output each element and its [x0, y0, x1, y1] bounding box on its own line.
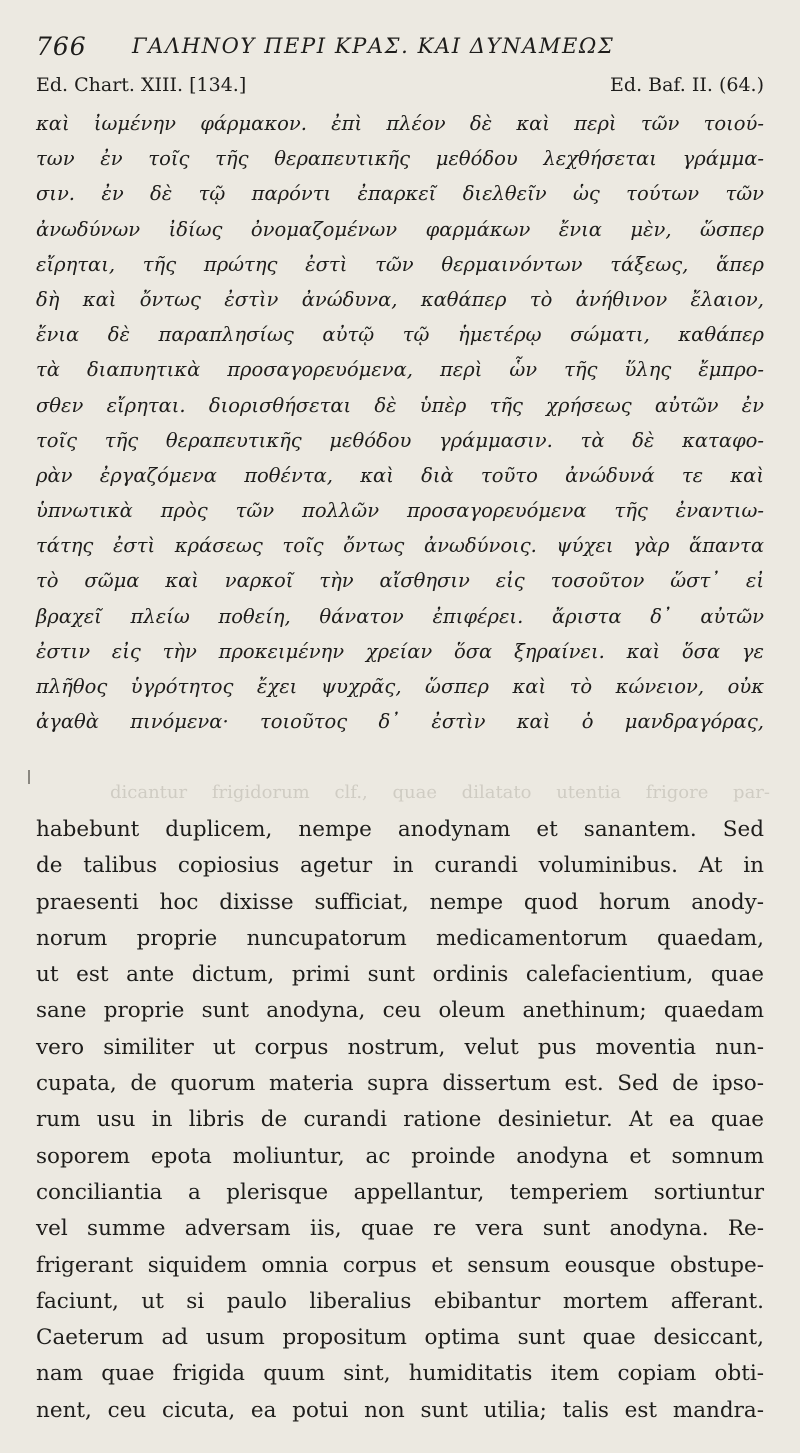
greek-line: πλῆθος ὑγρότητος ἔχει ψυχρᾶς, ὥσπερ καὶ τὸ κώνειον, οὐκ	[36, 675, 764, 698]
running-title: ΓΑΛΗΝΟΥ ΠΕΡΙ ΚΡΑΣ. ΚΑΙ ΔΥΝΑΜΕΩΣ	[132, 34, 615, 58]
greek-line: εἴρηται, τῆς πρώτης ἐστὶ τῶν θερμαινόντων τάξεως, ἅπερ	[36, 252, 764, 276]
latin-line: vel summe adversam iis, quae re vera sunt anodyna. Re-	[36, 1216, 764, 1242]
greek-line: δὴ καὶ ὄντως ἐστὶν ἀνώδυνα, καθάπερ τὸ ἀνήθινον ἔλαιον,	[36, 287, 764, 311]
greek-line: των ἐν τοῖς τῆς θεραπευτικῆς μεθόδου λεχθήσεται γράμμα-	[36, 147, 764, 171]
greek-line: τὰ διαπυητικὰ προσαγορευόμενα, περὶ ὧν τῆς ὕλης ἔμπρο-	[36, 358, 764, 382]
latin-line: habebunt duplicem, nempe anodynam et sanantem. Sed	[36, 817, 764, 842]
margin-mark	[28, 770, 36, 784]
greek-line: σιν. ἐν δὲ τῷ παρόντι ἐπαρκεῖ διελθεῖν ὡς τούτων τῶν	[36, 182, 764, 206]
latin-line: de talibus copiosius agetur in curandi voluminibus. At in	[36, 853, 764, 879]
latin-line: frigerant siquidem omnia corpus et sensum eousque obstupe-	[36, 1252, 764, 1278]
latin-line: conciliantia a plerisque appellantur, temperiem sortiuntur	[36, 1179, 764, 1205]
greek-line: τάτης ἐστὶ κράσεως τοῖς ὄντως ἀνωδύνοις. ψύχει γὰρ ἅπαντα	[36, 534, 764, 558]
greek-line: ἐστιν εἰς τὴν προκειμένην χρείαν ὅσα ξηραίνει. καὶ ὅσα γε	[36, 639, 764, 663]
edition-basel: Ed. Baf. II. (64.)	[610, 74, 764, 96]
latin-line: rum usu in libris de curandi ratione desinietur. At ea quae	[36, 1107, 764, 1133]
latin-line: ut est ante dictum, primi sunt ordinis calefacientium, quae	[36, 962, 764, 988]
page-header	[36, 28, 764, 62]
latin-line: vero similiter ut corpus nostrum, velut pus moventia nun-	[36, 1034, 764, 1060]
greek-line: ἀνωδύνων ἰδίως ὀνομαζομένων φαρμάκων ἔνια μὲν, ὥσπερ	[36, 217, 764, 241]
latin-line: norum proprie nuncupatorum medicamentorum quaedam,	[36, 925, 764, 951]
greek-line: ρὰν ἐργαζόμενα ποθέντα, καὶ διὰ τοῦτο ἀνώδυνά τε καὶ	[36, 463, 764, 487]
bleed-through-text: dicantur frigidorum clf., quae dilatato utentia frigore par-	[110, 782, 770, 803]
greek-line: ἔνια δὲ παραπλησίως αὐτῷ τῷ ἡμετέρῳ σώματι, καθάπερ	[36, 323, 764, 347]
greek-line: ἀγαθὰ πινόμενα· τοιοῦτος δ᾽ ἐστὶν καὶ ὁ μανδραγόρας,	[36, 710, 764, 734]
greek-line: βραχεῖ πλείω ποθείη, θάνατον ἐπιφέρει. ἄριστα δ᾽ αὐτῶν	[36, 604, 764, 628]
greek-line: τοῖς τῆς θεραπευτικῆς μεθόδου γράμμασιν. τὰ δὲ καταφο-	[36, 428, 764, 452]
greek-line: καὶ ἰωμένην φάρμακον. ἐπὶ πλέον δὲ καὶ περὶ τῶν τοιού-	[36, 112, 764, 135]
edition-references	[36, 74, 764, 102]
latin-line: sane proprie sunt anodyna, ceu oleum anethinum; quaedam	[36, 998, 764, 1024]
greek-line: ὑπνωτικὰ πρὸς τῶν πολλῶν προσαγορευόμενα τῆς ἐναντιω-	[36, 499, 764, 523]
page-number: 766	[36, 32, 87, 61]
greek-text	[36, 106, 764, 739]
latin-line: nent, ceu cicuta, ea potui non sunt utilia; talis est mandra-	[36, 1397, 764, 1423]
edition-chartier: Ed. Chart. XIII. [134.]	[36, 74, 247, 96]
latin-line: cupata, de quorum materia supra dissertum est. Sed de ipso-	[36, 1071, 764, 1097]
latin-line: faciunt, ut si paulo liberalius ebibantur mortem afferant.	[36, 1288, 764, 1314]
greek-line: σθεν εἴρηται. διορισθήσεται δὲ ὑπὲρ τῆς χρήσεως αὐτῶν ἐν	[36, 393, 764, 417]
latin-line: Caeterum ad usum propositum optima sunt quae desiccant,	[36, 1325, 764, 1351]
latin-text	[36, 812, 764, 1429]
greek-line: τὸ σῶμα καὶ ναρκοῖ τὴν αἴσθησιν εἰς τοσοῦτον ὥστ᾽ εἰ	[36, 569, 764, 593]
latin-line: soporem epota moliuntur, ac proinde anodyna et somnum	[36, 1143, 764, 1169]
latin-line: nam quae frigida quum sint, humiditatis item copiam obti-	[36, 1361, 764, 1387]
latin-line: praesenti hoc dixisse sufficiat, nempe quod horum anody-	[36, 889, 764, 915]
